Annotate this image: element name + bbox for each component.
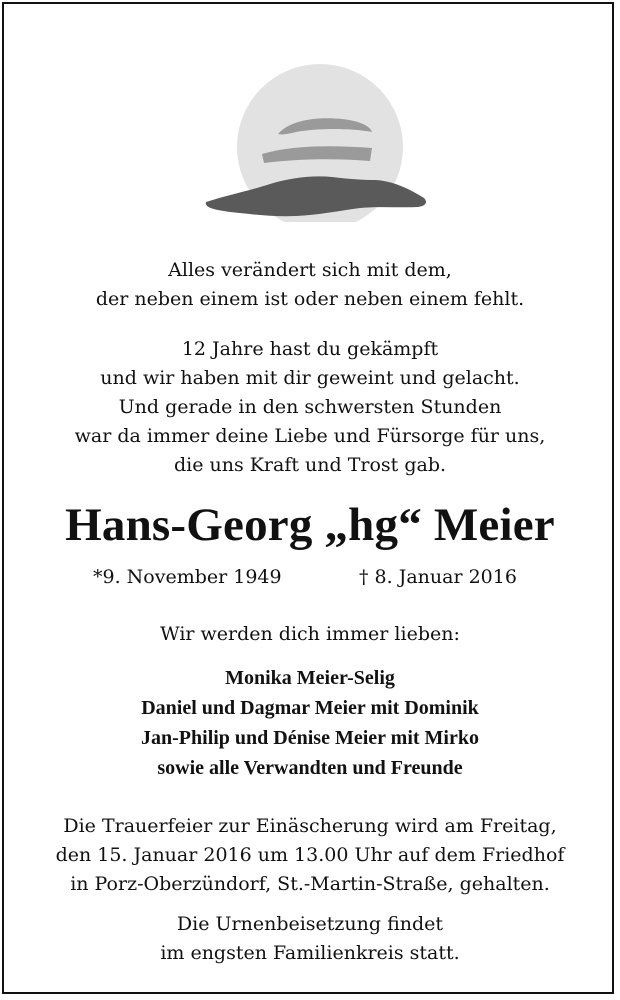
tribute-line: die uns Kraft und Trost gab. [173,454,447,476]
ceremony-line: den 15. Januar 2016 um 13.00 Uhr auf dem Friedhof [55,844,565,866]
deceased-name: Hans-Georg „hg“ Meier [65,499,555,551]
quote-line: der neben einem ist oder neben einem fehlt. [95,288,525,310]
ceremony-line: in Porz-Oberzündorf, St.-Martin-Straße, gehalten. [70,873,550,895]
mourners-list [0,663,620,783]
burial-line: im engsten Familienkreis statt. [160,942,460,964]
burial-line: Die Urnenbeisetzung findet [176,913,444,935]
quote-line: Alles verändert sich mit dem, [168,259,452,281]
mourner-entry: Monika Meier-Selig [225,667,395,689]
mourner-entry: Jan-Philip und Dénise Meier mit Mirko [141,727,479,749]
tribute-line: und wir haben mit dir geweint und gelacht. [100,367,520,389]
burial-info [0,910,620,968]
birth-date: *9. November 1949 [93,566,282,588]
life-dates [0,562,620,592]
death-date: † 8. Januar 2016 [359,566,517,588]
farewell-line: Wir werden dich immer lieben: [160,623,460,645]
ceremony-info [0,812,620,899]
tribute-line: 12 Jahre hast du gekämpft [181,338,439,360]
mourner-entry: sowie alle Verwandten und Freunde [157,757,463,779]
tribute [0,335,620,480]
tribute-line: Und gerade in den schwersten Stunden [118,396,502,418]
quote [0,256,620,314]
mourner-entry: Daniel und Dagmar Meier mit Dominik [141,697,479,719]
sunset-over-water-icon [200,62,430,222]
tribute-line: war da immer deine Liebe und Fürsorge für uns, [74,425,546,447]
ceremony-line: Die Trauerfeier zur Einäscherung wird am Freitag, [63,815,557,837]
